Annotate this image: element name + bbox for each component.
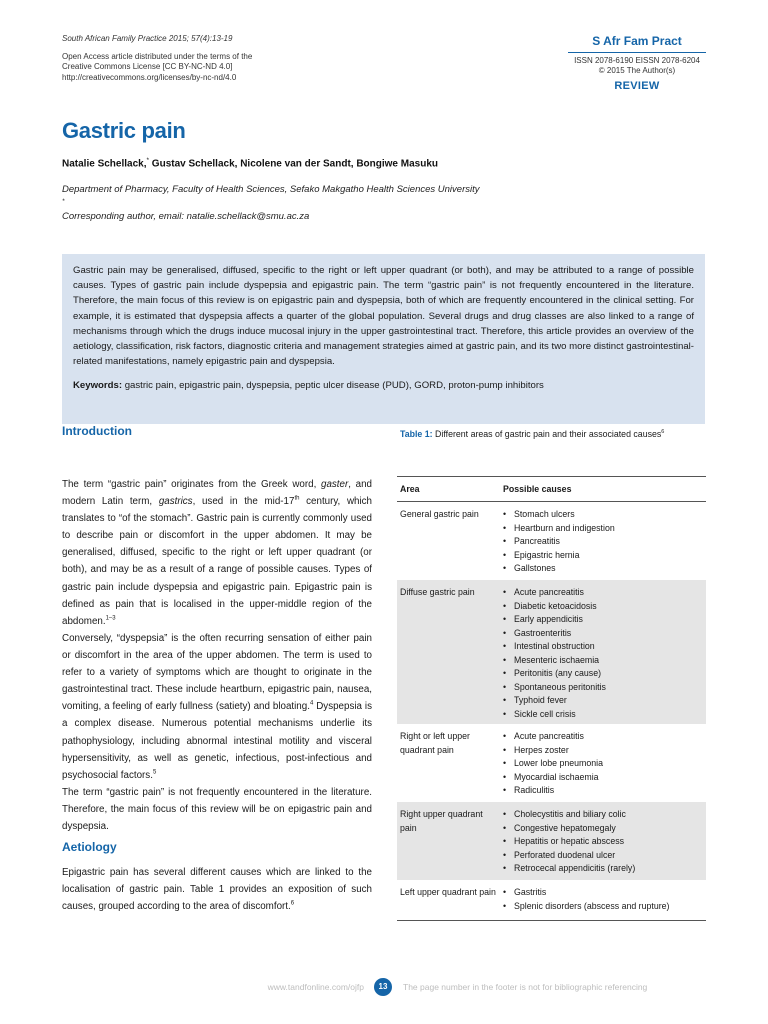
cause-list [503, 730, 706, 802]
cause-item: • Heartburn and indigestion [503, 522, 706, 536]
table-row [397, 802, 706, 880]
corresponding-mark: * [146, 157, 150, 164]
paragraph-2: Conversely, “dyspepsia” is the often recurring sensation of either pain or discomfort in the area of the upper abdomen. The term is used to refer to a variety of symptoms which are thought to originate in the gastrointestinal tract. These include heartburn, epigastric pain, nausea, vomiting, a feeling of early fullness (satiety) and bloating.$^4$ Dyspepsia is a complex disease. Numerous potential mechanisms underlie its pathophysiology, including abnormal intestinal motility and visceral hypersensitivity, as well as genetic, infectious, post-infectious and psychosocial factors.$^5$ [62, 633, 372, 781]
header-rule [568, 52, 706, 53]
cause-item: • Peritonitis (any cause) [503, 667, 706, 681]
abstract-text: Gastric pain may be generalised, diffused, specific to the right or left upper quadrant (or both), and may be attributed to a range of possible causes. Types of gastric pain include dyspepsia and epigastric pain. The term “gastric pain” is not frequently encountered in the literature. Therefore, the main focus of this review is on epigastric pain and dyspepsia, both of which are frequently encountered in the clinical setting. For example, it is estimated that dyspepsia affects a quarter of the global population. Several drugs and drug classes are also linked to a range of mechanisms through which the drugs induce mucosal injury in the upper gastrointestinal tract. Therefore, this article provides an overview of the aetiology, classification, risk factors, diagnostic criteria and management strategies aimed at gastric pain, and its two more distinct gastrointestinal-related manifestations, namely epigastric pain and dyspepsia. [73, 265, 694, 368]
paragraph-4: Epigastric pain has several different causes which are linked to the localisation of gastric pain. Table 1 provides an exposition of such causes, grouped according to the area of discomfort.$^6$ [62, 867, 372, 913]
cause-item: • Lower lobe pneumonia [503, 757, 706, 771]
issn: ISSN 2078-6190 EISSN 2078-6204 [574, 56, 700, 65]
article-title: Gastric pain [62, 118, 186, 143]
table-row [397, 502, 706, 580]
table-row [397, 580, 706, 724]
col-area: Area [400, 484, 420, 494]
cause-item: • Epigastric hernia [503, 549, 706, 563]
keywords-list: gastric pain, epigastric pain, dyspepsia, peptic ulcer disease (PUD), GORD, proton-pump inhibitors [122, 380, 544, 392]
intro-heading: Introduction [62, 424, 132, 438]
row-area: Right or left upper quadrant pain [400, 731, 470, 755]
license-url[interactable]: http://creativecommons.org/licenses/by-nc-nd/4.0 [62, 72, 237, 82]
paragraph-3: The term “gastric pain” is not frequently encountered in the literature. Therefore, the main focus of this review will be on epigastric pain and dyspepsia. [62, 787, 372, 833]
header-left [62, 34, 252, 83]
keywords [73, 378, 694, 393]
cause-item: • Spontaneous peritonitis [503, 681, 706, 695]
license-line-2: Creative Commons License [CC BY-NC-ND 4.0] [62, 62, 233, 71]
cause-item: • Cholecystitis and biliary colic [503, 808, 706, 822]
aetiology-heading: Aetiology [62, 840, 117, 854]
cause-list [503, 886, 706, 920]
cause-item: • Hepatitis or hepatic abscess [503, 835, 706, 849]
table-body [397, 502, 706, 921]
table-caption: Table 1: Different areas of gastric pain and their associated causes$^6$ [400, 429, 665, 439]
intro-heading-wrap [62, 424, 372, 438]
table-label: Table 1: [400, 429, 433, 439]
table-row [397, 724, 706, 802]
cause-list [503, 808, 706, 880]
affiliation: Department of Pharmacy, Faculty of Health Sciences, Sefako Makgatho Health Sciences University [62, 184, 480, 195]
author-list [62, 157, 438, 169]
cause-item: • Retrocecal appendicitis (rarely) [503, 862, 706, 876]
causes-table [397, 476, 706, 921]
row-area: Diffuse gastric pain [400, 587, 475, 597]
footer-url[interactable]: www.tandfonline.com/ojfp [267, 982, 364, 992]
cause-list [503, 586, 706, 724]
cause-item: • Myocardial ischaemia [503, 771, 706, 785]
cause-item: • Stomach ulcers [503, 508, 706, 522]
copyright: © 2015 The Author(s) [598, 66, 676, 75]
corresponding-mark-2: * [62, 198, 65, 205]
cause-item: • Acute pancreatitis [503, 730, 706, 744]
cause-item: • Sickle cell crisis [503, 708, 706, 722]
header-right [568, 34, 706, 92]
col-causes: Possible causes [503, 484, 572, 494]
cause-item: • Pancreatitis [503, 535, 706, 549]
table-header [397, 476, 706, 502]
cause-item: • Perforated duodenal ulcer [503, 849, 706, 863]
paragraph-1: The term “gastric pain” originates from the Greek word, gaster, and modern Latin term, gastrics, used in the mid-17th century, which translates to “of the stomach”. Gastric pain is currently commonly used to describe pain or discomfort in the upper abdomen. It may be generalised, diffused, specific to the right or left upper quadrant (or both), and may be as a result of a range of possible causes. Types of gastric pain include dyspepsia and epigastric pain. Epigastric pain is defined as pain that is localised in the upper-middle region of the abdomen.$^{1-3}$ [62, 479, 373, 627]
cause-item: • Herpes zoster [503, 744, 706, 758]
cause-item: • Mesenteric ischaemia [503, 654, 706, 668]
row-area: Left upper quadrant pain [400, 887, 496, 897]
cause-item: • Typhoid fever [503, 694, 706, 708]
footer-note: The page number in the footer is not for bibliographic referencing [403, 982, 648, 992]
cause-item: • Gastritis [503, 886, 706, 900]
cause-list [503, 508, 706, 580]
journal-citation: South African Family Practice 2015; 57(4):13-19 [62, 34, 233, 43]
cause-item: • Early appendicitis [503, 613, 706, 627]
first-author: Natalie Schellack, [62, 158, 147, 170]
cause-item: • Intestinal obstruction [503, 640, 706, 654]
license-line-1: Open Access article distributed under the terms of the [62, 51, 253, 61]
row-area: General gastric pain [400, 509, 479, 519]
other-authors: Gustav Schellack, Nicolene van der Sandt, Bongiwe Masuku [149, 158, 439, 170]
article-type: REVIEW [614, 80, 660, 92]
abstract-box [62, 254, 705, 424]
cause-item: • Gastroenteritis [503, 627, 706, 641]
cause-item: • Splenic disorders (abscess and rupture) [503, 900, 706, 914]
cause-item: • Gallstones [503, 562, 706, 576]
table-row [397, 880, 706, 920]
aetiology-heading-wrap [62, 840, 372, 854]
cause-item: • Congestive hepatomegaly [503, 822, 706, 836]
cause-item: • Radiculitis [503, 784, 706, 798]
keywords-label: Keywords: [73, 380, 123, 392]
ref-1-3: 1–3 [105, 615, 116, 622]
cause-item: • Diabetic ketoacidosis [503, 600, 706, 614]
cause-item: • Acute pancreatitis [503, 586, 706, 600]
affiliation-block [62, 184, 480, 223]
page-number-badge: 13 [374, 978, 392, 996]
corresponding-author: * Corresponding author, email: natalie.schellack@smu.ac.za [62, 198, 310, 223]
row-area: Right upper quadrant pain [400, 809, 483, 833]
journal-abbrev: S Afr Fam Pract [592, 34, 682, 48]
